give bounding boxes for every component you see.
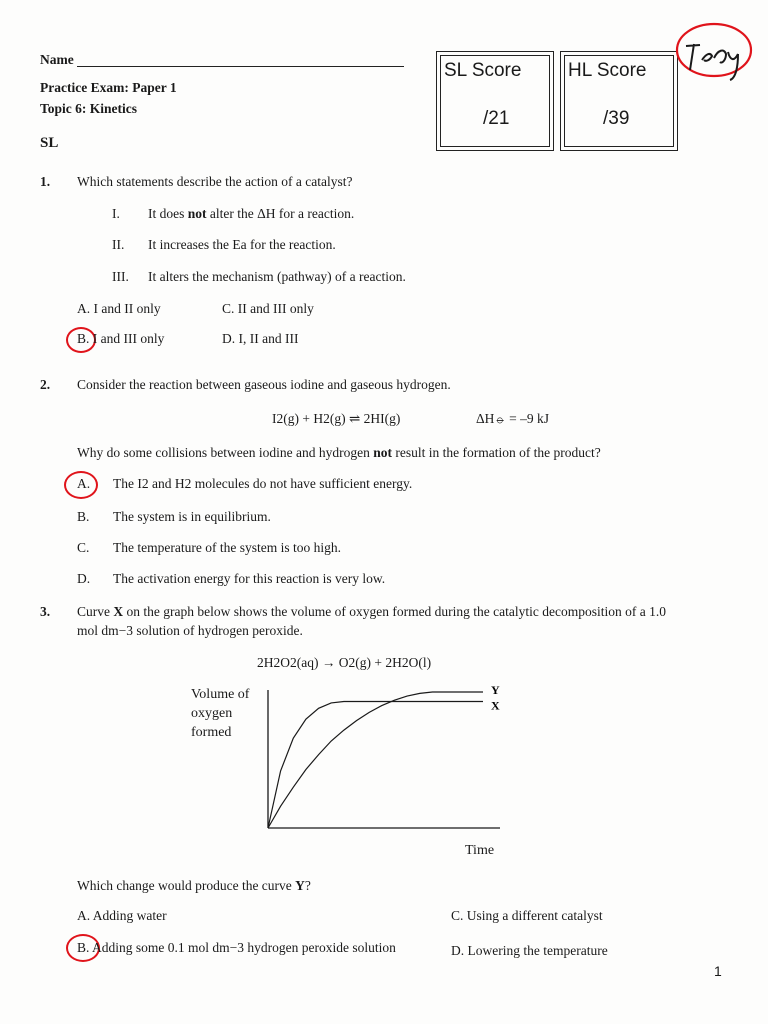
- q2-option-c-text[interactable]: The temperature of the system is too high.: [113, 540, 341, 555]
- q3-option-c[interactable]: C. Using a different catalyst: [451, 908, 603, 923]
- curve-y: [268, 692, 483, 828]
- q2-enthalpy: ΔH⦵ = –9 kJ: [476, 411, 550, 426]
- chart-y-label: Volume of oxygen formed: [191, 687, 250, 740]
- q1-statement-1-number: I.: [112, 206, 120, 221]
- question-3-text-line-1: Curve X on the graph below shows the volume of oxygen formed during the catalytic decomposition of a 1.0: [77, 604, 666, 619]
- q2-option-c-letter[interactable]: C.: [77, 540, 90, 555]
- q1-statement-3: It alters the mechanism (pathway) of a reaction.: [148, 269, 406, 284]
- name-label: Name: [40, 52, 74, 67]
- name-input-line[interactable]: [77, 66, 404, 67]
- q1-option-a[interactable]: A. I and II only: [77, 301, 161, 316]
- question-3-text-line-2: mol dm−3 solution of hydrogen peroxide.: [77, 623, 303, 638]
- question-2-number: 2.: [40, 377, 51, 392]
- exam-title: Practice Exam: Paper 1: [40, 80, 177, 95]
- q2-option-b-text[interactable]: The system is in equilibrium.: [113, 509, 271, 524]
- q1-statement-2-number: II.: [112, 237, 125, 252]
- q1-statement-2: It increases the Ea for the reaction.: [148, 237, 336, 252]
- q1-statement-3-number: III.: [112, 269, 129, 284]
- q3-option-b[interactable]: B. Adding some 0.1 mol dm−3 hydrogen peroxide solution: [77, 940, 396, 955]
- q3-question: Which change would produce the curve Y?: [77, 878, 311, 893]
- kinetics-chart: [255, 680, 515, 840]
- q2-option-a-letter[interactable]: A.: [77, 476, 91, 491]
- q3-option-a[interactable]: A. Adding water: [77, 908, 167, 923]
- q2-option-d-text[interactable]: The activation energy for this reaction is very low.: [113, 571, 386, 586]
- q2-option-b-letter[interactable]: B.: [77, 509, 90, 524]
- sl-score-box: [436, 51, 554, 151]
- hl-score-box: [560, 51, 678, 151]
- topic-title: Topic 6: Kinetics: [40, 101, 138, 116]
- key-handwritten-mark: [672, 18, 758, 84]
- curve-y-label: Y: [491, 683, 500, 697]
- curve-x: [268, 702, 483, 829]
- hl-score-title: HL Score: [568, 60, 647, 81]
- q2-option-d-letter[interactable]: D.: [77, 571, 91, 586]
- q1-option-b[interactable]: B. I and III only: [77, 331, 165, 346]
- chart-x-label: Time: [465, 843, 495, 858]
- q2-question: Why do some collisions between iodine and hydrogen not result in the formation of the product?: [77, 445, 601, 460]
- question-2-text: Consider the reaction between gaseous iodine and gaseous hydrogen.: [77, 377, 451, 392]
- sl-score-title: SL Score: [444, 60, 522, 81]
- section-heading: SL: [40, 135, 59, 151]
- q3-option-d[interactable]: D. Lowering the temperature: [451, 943, 608, 958]
- q3-equation: 2H2O2(aq) → O2(g) + 2H2O(l): [257, 655, 432, 670]
- q2-equation: I2(g) + H2(g) ⇌ 2HI(g): [272, 411, 401, 426]
- sl-score-value: /21: [483, 108, 510, 129]
- curve-x-label: X: [491, 698, 500, 713]
- q1-option-c[interactable]: C. II and III only: [222, 301, 314, 316]
- question-1-text: Which statements describe the action of a catalyst?: [77, 174, 353, 189]
- q1-statement-1: It does not alter the ΔH for a reaction.: [148, 206, 355, 221]
- question-1-number: 1.: [40, 174, 51, 189]
- question-3-number: 3.: [40, 604, 51, 619]
- q2-option-a-text[interactable]: The I2 and H2 molecules do not have sufficient energy.: [113, 476, 413, 491]
- page-number: 1: [714, 963, 722, 979]
- hl-score-value: /39: [603, 108, 630, 129]
- q1-option-d[interactable]: D. I, II and III: [222, 331, 299, 346]
